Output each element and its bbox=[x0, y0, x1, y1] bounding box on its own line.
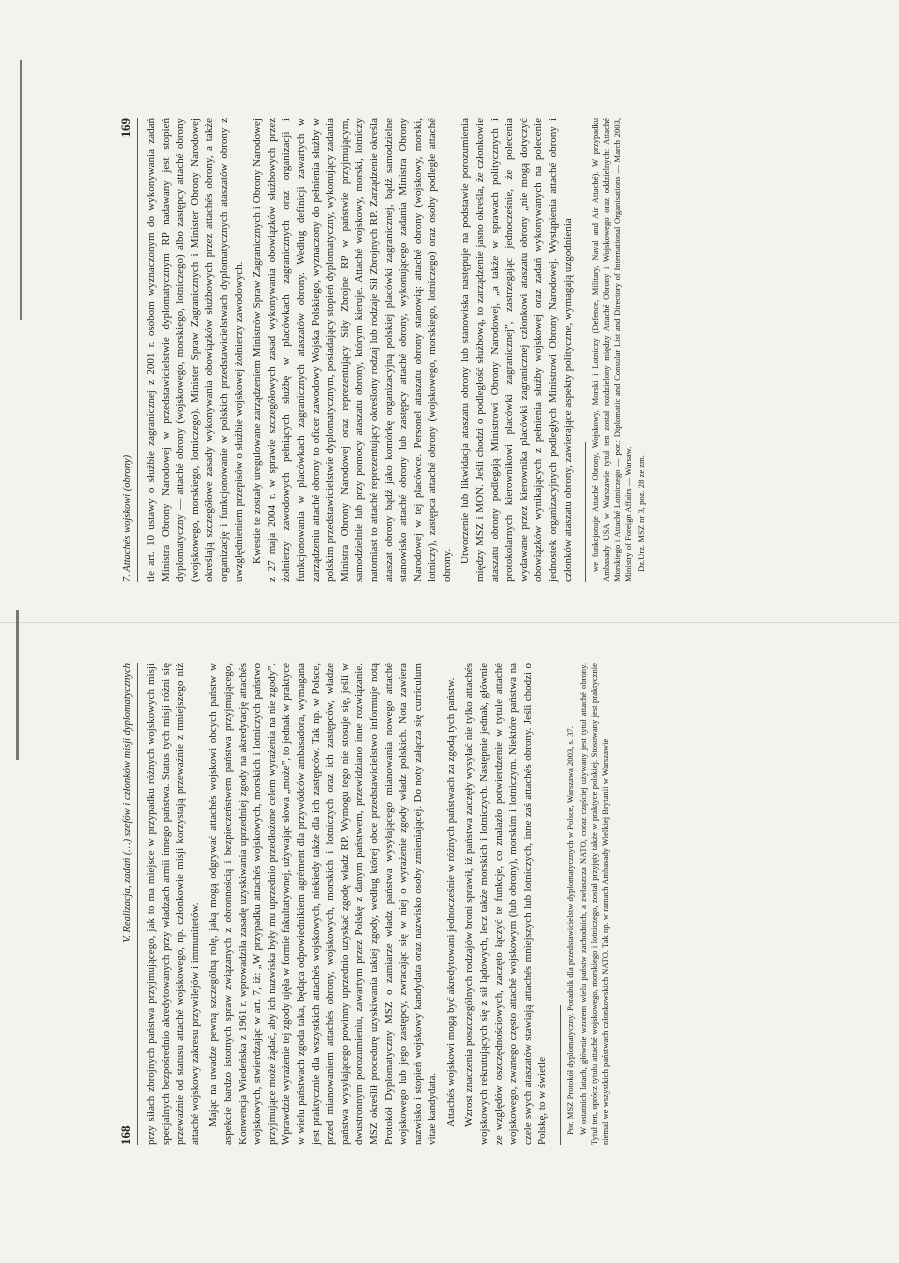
page-number: 169 bbox=[118, 118, 133, 138]
scan-edge-mark bbox=[16, 610, 19, 760]
left-page-header bbox=[118, 663, 138, 1145]
paragraph: tle art. 10 ustawy o służbie zagranicznej z 2001 r. osobom wyznaczonym do wykonywania zadań Ministra Obrony Narodowej w przedstawicielstwie dyplomatycznym RP nadawany jest stopień dyplomatyczny — attaché obrony (wojskowego, morskiego, lotniczego) albo zastępcy attaché obrony (wojskowego, morskiego, lotniczego). Minister Spraw Zagranicznych i Minister Obrony Narodowej określają szczegółowe zasady wykonywania obowiązków służbowych przez attachés obrony, a także organizację i funkcjonowanie w polskich przedstawicielstwach dyplomatycznych ataszatów obrony z uwzględnieniem przepisów o służbie wojskowej żołnierzy zawodowych. bbox=[145, 118, 245, 582]
paragraph: Wzrost znaczenia poszczególnych rodzajów broni sprawił, iż państwa zaczęły wysyłać nie tylko attachés wojskowych rekrutujących się z sił lądowych, lecz także morskich i lotniczych. Następnie jednak, głównie ze względów oszczędnościowych, zaczęto łączyć te funkcje, co znalazło potwierdzenie w tytule attaché wojskowego, zwanego często attaché wojskowym (lub obrony), morskim i lotniczym. Niektóre państwa na czele swych ataszatów stawiają attachés mniejszych lub lotniczych, inne zaś attachés obrony. Jeśli chodzi o Polskę, to w świetle bbox=[463, 663, 549, 1145]
footnote: W ostatnich latach, głównie wzorem wielu państw zachodnich, a zwłaszcza NATO, coraz częściej używany jest tytuł attaché obrony. Tytuł ten, oprócz tytułu attaché wojskowego, morskiego i lotniczego, został przyjęty także w praktyce polskiej. Stosowany jest praktycznie niemal we wszystkich państwach członkowskich NATO. Tak np. w ramach Ambasady Wielkiej Brytanii w Warszawie bbox=[578, 663, 611, 1145]
footnote-separator bbox=[585, 442, 586, 582]
footnote-separator bbox=[560, 1005, 561, 1145]
footnote: Dz.Urz. MSZ nr 3, poz. 28 ze zm. bbox=[636, 455, 647, 572]
paragraph: Kwestie te zostały uregulowane zarządzeniem Ministrów Spraw Zagranicznych i Obrony Narodowej z 27 maja 2004 r. w sprawie szczegółowych zasad wykonywania obowiązków służbowych przez żołnierzy zawodowych pełniących służbę w placówkach zagranicznych oraz organizacji i funkcjonowania w placówkach zagranicznych ataszatów obrony. Według definicji zawartych w zarządzeniu attaché obrony to oficer zawodowy Wojska Polskiego, wyznaczony do pełnienia służby w polskim przedstawicielstwie dyplomatycznym, posiadający stopień dyplomatyczny, wykonujący zadania Ministra Obrony Narodowej oraz reprezentujący Siły Zbrojne RP w państwie przyjmującym, samodzielnie lub przy pomocy ataszatu obrony, którym kieruje. Attaché wojskowy, morski, lotniczy natomiast to attaché reprezentujący określony rodzaj lub rodzaje Sił Zbrojnych RP. Zarządzenie określa ataszat obrony bądź jako komórkę organizacyjną polskiej placówki zagranicznej, bądź samodzielne stanowisko attaché obrony lub zastępcy attaché obrony, wykonującego zadania Ministra Obrony Narodowej w tej placówce. Personel ataszatu obrony stanowią: attaché obrony (wojskowy, morski, lotniczy), zastępca attaché obrony (wojskowego, morskiego, lotniczego) oraz osoby podległe attaché obrony. bbox=[251, 118, 453, 582]
paragraph: Mając na uwadze pewną szczególną rolę, jaką mogą odgrywać attachés wojskowi obcych państw w aspekcie bardzo istotnych spraw związanych z obronnością i bezpieczeństwem państwa przyjmującego, Konwencja Wiedeńska z 1961 r. wprowadziła zasadę uzyskiwania uprzedniej zgody na akredytację attachés wojskowych, stwierdzając w art. 7, iż: „W przypadku attachés wojskowych, morskich i lotniczych państwo przyjmujące może żądać, aby ich nazwiska były mu uprzednio przedłożone celem wyrażenia na nie zgody”. Wprawdzie wyrażenie tej zgody ujęła w formie fakultatywnej, używając słowa „może”, to jednak w praktyce w wielu państwach zgoda taka, będąca odpowiednikiem agrément dla przywódców ambasadora, wymagana jest praktycznie dla wszystkich attachés wojskowych, niekiedy także dla ich zastępców. Tak np. w Polsce, przed mianowaniem attachés obrony, wojskowych, morskich i lotniczych oraz ich zastępców, władze państwa wysyłającego powinny uprzednio uzyskać zgodę władz RP. Wymogu tego nie stosuje się, jeśli w dwustronnym porozumieniu, zawartym przez Polskę z danym państwem, przewidziano inne rozwiązanie. MSZ określił procedurę uzyskiwania takiej zgody, według której obce przedstawicielstwo informuje notą Protokół Dyplomatyczny MSZ o zamiarze władz państwa wysyłającego mianowania nowego attaché wojskowego lub jego zastępcy, zwracając się w niej o wyrażenie zgody władz polskich. Nota zawiera nazwisko i stopień wojskowy kandydata oraz nazwisko osoby zmieniającej. Do noty załącza się curriculum vitae kandydata. bbox=[207, 663, 439, 1145]
footnote: Por. MSZ Protokół dyplomatyczny. Poradnik dla przedstawicielstw dyplomatycznych w Polsce, Warszawa 2003, s. 37. bbox=[565, 726, 576, 1135]
right-page bbox=[0, 0, 899, 623]
footnote: we funkcjonuje Attaché Obrony, Wojskowy, Morski i Lotniczy (Defence, Military, Naval and Air Attaché). W przypadku Ambasady USA w Warszawie tytuł ten został rozdzielony między Attaché Obrony i Wojskowego oraz oddzielnych: Attaché Morskiego i Attaché Lotniczego — por.: Diplomatic and Consular List and Directory of International Organisations — March 2003, Ministry of Foreign Affairs — Warsaw. bbox=[590, 118, 634, 582]
scan-edge-mark bbox=[20, 60, 22, 320]
paragraph: Attachés wojskowi mogą być akredytowani jednocześnie w różnych państwach za zgodą tych państw. bbox=[444, 677, 457, 1127]
page-number: 168 bbox=[118, 1125, 133, 1145]
paragraph: Utworzenie lub likwidacja ataszatu obrony lub stanowiska następuje na podstawie porozumienia między MSZ i MON. Jeśli chodzi o podległość służbową, to zarządzenie jasno określa, że członkowie ataszatu obrony podlegają Ministrowi Obrony Narodowej, „a także w sprawach politycznych i protokolarnych kierownikowi placówki zagranicznej”, zastrzegając jednocześnie, że polecenia wydawane przez kierownika placówki zagranicznej członkowi ataszatu obrony „nie mogą dotyczyć obowiązków wynikających z pełnienia służby wojskowej oraz zadań wykonywanych na polecenie jednostek organizacyjnych podległych Ministrowi Obrony Narodowej. Wystąpienia attaché obrony i członków ataszatu obrony, zawierające aspekty polityczne, wymagają uzgodnienia bbox=[459, 118, 574, 582]
running-head: 7. Attachés wojskowi (obrony) bbox=[122, 454, 133, 582]
paragraph: przy siłach zbrojnych państwa przyjmującego, jak to ma miejsce w przypadku różnych wojskowych misji specjalnych bezpośrednio akredytowanych przy władzach armii innego państwa. Status tych misji różni się przeważnie od statusu attaché wojskowego, np. członkowie misji korzystają przeważnie z mniejszego niż attaché wojskowy zakresu przywilejów i immunitetów. bbox=[145, 663, 201, 1145]
running-head: V. Realizacja, zadań (…) szefów i członków misji dyplomatycznych bbox=[122, 663, 133, 943]
right-page-header bbox=[118, 118, 138, 582]
left-page bbox=[0, 623, 899, 1263]
